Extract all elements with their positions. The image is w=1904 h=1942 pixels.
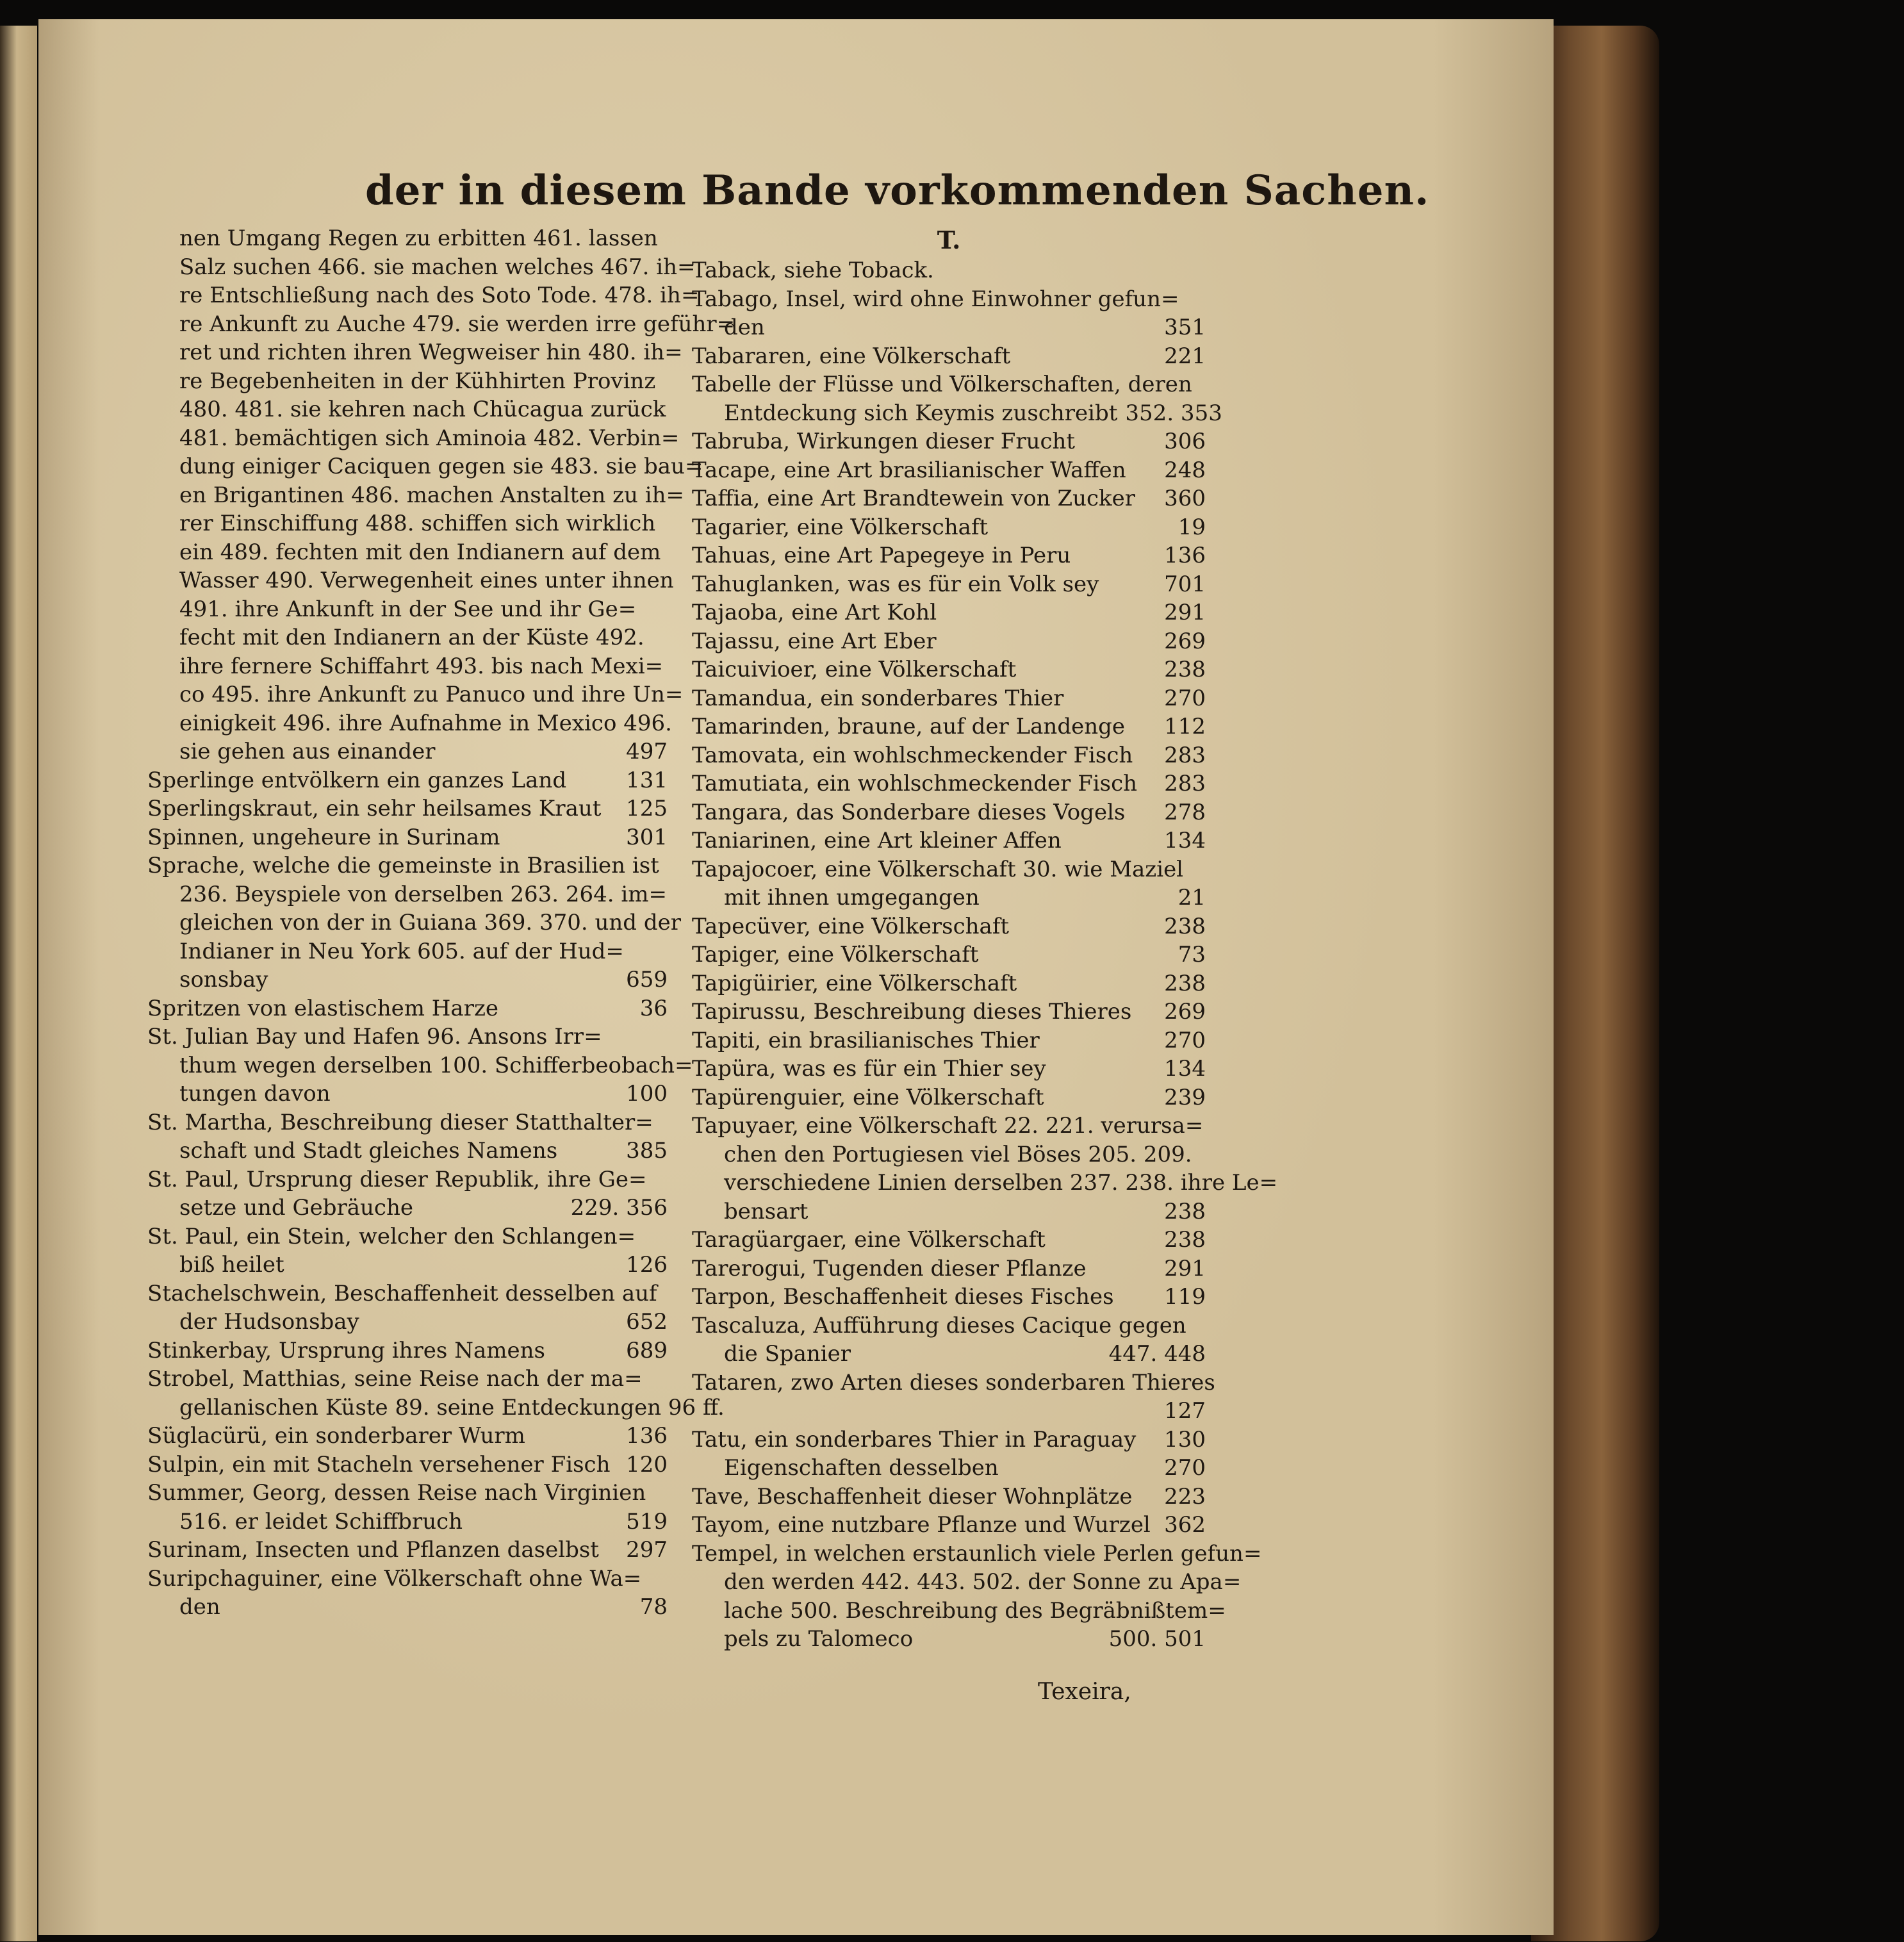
index-entry-line — [692, 769, 1206, 798]
entry-text: en Brigantinen 486. machen Anstalten zu ih= — [179, 482, 684, 508]
index-entry-line — [147, 737, 668, 766]
entry-text: Suripchaguiner, eine Völkerschaft ohne Wa= — [147, 1565, 642, 1592]
entry-text: re Begebenheiten in der Kühhirten Provinz — [179, 368, 656, 394]
entry-text: co 495. ihre Ankunft zu Panuco und ihre Un= — [179, 682, 684, 707]
page-reference: 126 — [626, 1252, 668, 1278]
index-entry-line — [692, 798, 1206, 827]
index-entry-line — [147, 395, 668, 424]
entry-text: nen Umgang Regen zu erbitten 461. lassen — [179, 226, 658, 251]
page-reference — [1198, 855, 1206, 884]
index-entry-line — [147, 994, 668, 1023]
entry-text: Tabruba, Wirkungen dieser Frucht — [692, 429, 1076, 454]
entry-text: Tapirussu, Beschreibung dieses Thieres — [692, 999, 1132, 1024]
page-reference: 238 — [1164, 1227, 1206, 1253]
page-reference: 21 — [1178, 885, 1206, 910]
entry-text: einigkeit 496. ihre Aufnahme in Mexico 496. — [179, 710, 672, 736]
page-reference — [660, 1222, 668, 1251]
page-reference: 221 — [1164, 343, 1206, 369]
entry-text: Taniarinen, eine Art kleiner Affen — [692, 828, 1062, 853]
entry-text: Tabago, Insel, wird ohne Einwohner gefun= — [692, 286, 1179, 312]
entry-text: schaft und Stadt gleiches Namens — [179, 1138, 558, 1164]
page-reference — [660, 224, 668, 253]
page-reference — [1198, 285, 1206, 314]
entry-text: chen den Portugiesen viel Böses 205. 209. — [724, 1141, 1192, 1167]
entry-text: re Entschließung nach des Soto Tode. 478. ih= — [179, 283, 700, 308]
index-entry-line — [692, 712, 1206, 741]
page-reference: 283 — [1164, 771, 1206, 796]
index-entry-line — [147, 652, 668, 681]
entry-text: setze und Gebräuche — [179, 1195, 413, 1221]
index-entry-line — [147, 1337, 668, 1365]
index-entry-line — [147, 1394, 725, 1422]
index-entry-line — [147, 880, 668, 909]
entry-text: Tahuglanken, was es für ein Volk sey — [692, 571, 1099, 597]
index-entry-line — [692, 1483, 1206, 1511]
page-reference — [660, 367, 668, 396]
entry-text: Taicuivioer, eine Völkerschaft — [692, 657, 1017, 682]
index-entry-line — [692, 342, 1206, 371]
index-entry-line — [692, 1340, 1206, 1369]
entry-text: Tahuas, eine Art Papegeye in Peru — [692, 543, 1071, 568]
index-entry-line — [692, 1112, 1206, 1140]
entry-text: St. Paul, Ursprung dieser Republik, ihre Ge= — [147, 1166, 647, 1192]
entry-text: mit ihnen umgegangen — [724, 885, 980, 910]
entry-text: Stinkerbay, Ursprung ihres Namens — [147, 1337, 545, 1363]
page-reference: 134 — [1164, 1056, 1206, 1082]
index-entry-line — [147, 823, 668, 852]
page-reference: 238 — [1164, 657, 1206, 682]
page-reference — [672, 709, 680, 738]
page-reference: 223 — [1164, 1483, 1206, 1510]
page-reference: 283 — [1164, 742, 1206, 768]
page-reference: 297 — [626, 1537, 668, 1563]
entry-text: Tabelle der Flüsse und Völkerschaften, deren — [692, 372, 1192, 397]
entry-text: Tapecüver, eine Völkerschaft — [692, 913, 1010, 939]
index-entry-line — [147, 966, 668, 994]
index-entry-line — [147, 338, 683, 367]
page-reference: 100 — [626, 1081, 668, 1107]
page-reference: 112 — [1164, 714, 1206, 739]
index-entry-line — [692, 1169, 1278, 1197]
index-entry-line — [147, 481, 684, 510]
page-reference — [660, 1479, 668, 1508]
entry-text: Strobel, Matthias, seine Reise nach der ma= — [147, 1366, 643, 1392]
index-entry-line — [692, 1226, 1206, 1255]
entry-text: re Ankunft zu Auche 479. sie werden irre geführ= — [179, 311, 735, 337]
entry-text: Tapüra, was es für ein Thier sey — [692, 1056, 1046, 1082]
page-reference: 73 — [1178, 942, 1206, 967]
page-reference — [667, 880, 675, 909]
index-entry-line — [147, 224, 668, 253]
section-letter: T. — [937, 226, 961, 254]
index-entry-line — [692, 655, 1206, 684]
page-reference — [683, 338, 691, 367]
entry-text: Tapürenguier, eine Völkerschaft — [692, 1084, 1044, 1110]
entry-text: lache 500. Beschreibung des Begräbnißtem= — [724, 1597, 1226, 1624]
index-entry-line — [147, 1222, 668, 1251]
index-entry-line — [147, 1508, 668, 1536]
page-reference: 291 — [1164, 1255, 1206, 1281]
index-entry-line — [147, 1422, 668, 1451]
entry-text: Surinam, Insecten und Pflanzen daselbst — [147, 1537, 599, 1563]
entry-text: Eigenschaften desselben — [724, 1455, 999, 1481]
page-reference: 500. 501 — [1108, 1626, 1206, 1652]
page-reference — [674, 566, 682, 595]
entry-text: Taback, siehe Toback. — [692, 258, 934, 283]
entry-text: Tataren, zwo Arten dieses sonderbaren Thieres — [692, 1369, 1215, 1395]
page-reference: 306 — [1164, 429, 1206, 454]
index-entry-line — [692, 1625, 1206, 1654]
page-reference: 519 — [626, 1508, 668, 1535]
entry-text: Tajaoba, eine Art Kohl — [692, 600, 937, 625]
index-entry-line — [147, 1565, 668, 1593]
entry-text: Tarpon, Beschaffenheit dieses Fisches — [692, 1284, 1114, 1310]
index-entry-line — [692, 1397, 1206, 1426]
index-entry-line — [147, 852, 668, 880]
page-reference: 351 — [1164, 315, 1206, 340]
index-entry-line — [147, 1194, 668, 1222]
entry-text: Tabararen, eine Völkerschaft — [692, 343, 1011, 369]
entry-text: 481. bemächtigen sich Aminoia 482. Verbin= — [179, 425, 680, 451]
entry-text: gleichen von der in Guiana 369. 370. und der — [179, 910, 682, 935]
page-reference — [660, 852, 668, 880]
entry-text: tungen davon — [179, 1081, 331, 1107]
entry-text: Wasser 490. Verwegenheit eines unter ihnen — [179, 568, 674, 593]
entry-text: den — [724, 315, 765, 340]
entry-text: ret und richten ihren Wegweiser hin 480. ih= — [179, 340, 683, 365]
index-column-left — [147, 224, 735, 1622]
index-entry-line — [147, 1108, 668, 1137]
page-reference — [660, 595, 668, 624]
index-entry-line — [147, 253, 696, 282]
page-reference: 78 — [639, 1594, 668, 1620]
index-entry-line — [692, 1255, 1206, 1283]
index-entry-line — [147, 1023, 668, 1051]
entry-text: Sprache, welche die gemeinste in Brasilien ist — [147, 853, 659, 878]
entry-text: Tangara, das Sonderbare dieses Vogels — [692, 799, 1126, 825]
index-entry-line — [692, 1197, 1206, 1226]
index-entry-line — [692, 513, 1206, 542]
page-reference: 136 — [1164, 543, 1206, 568]
entry-text: Tamandua, ein sonderbares Thier — [692, 685, 1064, 711]
index-entry-line — [692, 285, 1206, 314]
entry-text: der Hudsonsbay — [179, 1309, 359, 1335]
page-reference: 360 — [1164, 486, 1206, 511]
index-entry-line — [147, 1080, 668, 1108]
index-entry-line — [147, 1051, 693, 1080]
page-reference: 131 — [626, 767, 668, 793]
entry-text: ein 489. fechten mit den Indianern auf dem — [179, 539, 661, 565]
index-entry-line — [147, 1251, 668, 1280]
entry-text: dung einiger Caciquen gegen sie 483. sie bau= — [179, 454, 703, 479]
page-reference: 229. 356 — [570, 1195, 668, 1221]
entry-text: Süglacürü, ein sonderbarer Wurm — [147, 1423, 525, 1449]
entry-text: St. Martha, Beschreibung dieser Statthalter= — [147, 1109, 653, 1135]
index-entry-line — [147, 1137, 668, 1165]
index-entry-line — [147, 509, 668, 538]
index-column-right — [692, 224, 1278, 1654]
page-reference: 385 — [626, 1138, 668, 1164]
entry-text: biß heilet — [179, 1252, 284, 1278]
page-reference — [660, 509, 668, 538]
page-reference: 238 — [1164, 1198, 1206, 1224]
entry-text: Tajassu, eine Art Eber — [692, 628, 937, 654]
entry-text: pels zu Talomeco — [724, 1626, 914, 1652]
page-reference — [1226, 1597, 1234, 1625]
entry-text: fecht mit den Indianern an der Küste 492. — [179, 625, 644, 650]
page-reference — [660, 1280, 668, 1308]
page-reference — [684, 481, 692, 510]
entry-text: Tamarinden, braune, auf der Landenge — [692, 714, 1125, 739]
index-entry-line — [692, 1283, 1206, 1312]
entry-text: Sperlingskraut, ein sehr heilsames Kraut — [147, 796, 602, 821]
page-reference — [660, 623, 668, 652]
index-entry-line — [692, 1312, 1206, 1340]
index-entry-line — [692, 1540, 1262, 1568]
index-entry-line — [692, 855, 1206, 884]
page-reference — [660, 1565, 668, 1593]
page-reference: 447. 448 — [1108, 1341, 1206, 1367]
index-entry-line — [692, 741, 1206, 770]
entry-text: gellanischen Küste 89. seine Entdeckungen 96 ff. — [179, 1394, 725, 1420]
index-entry-line — [692, 627, 1206, 656]
page-reference — [1198, 370, 1206, 399]
index-entry-line — [692, 484, 1206, 513]
index-entry-line — [692, 998, 1206, 1026]
index-entry-line — [692, 1140, 1206, 1169]
entry-text: Tarerogui, Tugenden dieser Pflanze — [692, 1255, 1087, 1281]
index-entry-line — [147, 1536, 668, 1565]
page-reference — [1198, 256, 1206, 285]
page-reference — [1241, 1568, 1249, 1597]
entry-text: Tapigüirier, eine Völkerschaft — [692, 970, 1017, 996]
page-reference — [1261, 1540, 1269, 1568]
index-entry-line — [147, 709, 672, 738]
page-reference: 130 — [1164, 1426, 1206, 1452]
entry-text: sie gehen aus einander — [179, 739, 436, 764]
page-reference — [683, 680, 691, 709]
entry-text: Tave, Beschaffenheit dieser Wohnplätze — [692, 1483, 1133, 1510]
entry-text: thum wegen derselben 100. Schifferbeobach= — [179, 1052, 693, 1078]
index-entry-line — [692, 941, 1206, 969]
entry-text: Sperlinge entvölkern ein ganzes Land — [147, 767, 567, 793]
entry-text: Tempel, in welchen erstaunlich viele Perlen gefun= — [692, 1540, 1262, 1567]
index-entry-line — [147, 766, 668, 795]
entry-text: Taragüargaer, eine Völkerschaft — [692, 1227, 1046, 1253]
entry-text: 491. ihre Ankunft in der See und ihr Ge= — [179, 596, 637, 622]
entry-text: Tapajocoer, eine Völkerschaft 30. wie Maziel — [692, 856, 1184, 882]
page-header: der in diesem Bande vorkommenden Sachen. — [365, 167, 1430, 215]
page-reference: 278 — [1164, 799, 1206, 825]
index-entry-line — [692, 256, 1206, 285]
index-entry-line — [147, 1451, 668, 1479]
page-reference — [1198, 1312, 1206, 1340]
index-entry-line — [147, 1165, 668, 1194]
page-reference — [1215, 1369, 1223, 1397]
index-entry-line — [147, 623, 668, 652]
page-reference: 352. 353 — [1125, 400, 1222, 426]
page-reference: 270 — [1164, 1027, 1206, 1053]
index-entry-line — [692, 1511, 1206, 1540]
page-reference: 125 — [626, 796, 668, 821]
page-reference: 701 — [1164, 571, 1206, 597]
page-reference — [660, 1165, 668, 1194]
index-entry-line — [147, 680, 684, 709]
index-entry-line — [692, 541, 1206, 570]
index-entry-line — [147, 1280, 668, 1308]
page-reference: 291 — [1164, 600, 1206, 625]
entry-text: Tacape, eine Art brasilianischer Waffen — [692, 457, 1126, 483]
entry-text: die Spanier — [724, 1341, 851, 1367]
index-entry-line — [692, 1026, 1206, 1055]
entry-text: sonsbay — [179, 967, 268, 992]
index-entry-line — [692, 313, 1206, 342]
entry-text: bensart — [724, 1198, 808, 1224]
entry-text: den — [179, 1594, 220, 1620]
entry-text: Tapiti, ein brasilianisches Thier — [692, 1027, 1040, 1053]
index-entry-line — [147, 538, 668, 567]
page-reference — [679, 424, 687, 453]
index-entry-line — [147, 1593, 668, 1622]
page-reference: 689 — [626, 1337, 668, 1363]
facing-page-edge — [0, 26, 37, 1941]
index-entry-line — [692, 884, 1206, 912]
page-reference — [661, 538, 668, 567]
entry-text: Summer, Georg, dessen Reise nach Virginien — [147, 1480, 646, 1506]
entry-text: Indianer in Neu York 605. auf der Hud= — [179, 938, 624, 964]
index-entry-line — [147, 1365, 668, 1394]
entry-text: Tapiger, eine Völkerschaft — [692, 942, 979, 967]
entry-text: verschiedene Linien derselben 237. 238. ihre Le= — [724, 1170, 1278, 1196]
page-reference: 362 — [1164, 1512, 1206, 1538]
page-reference: 134 — [1164, 828, 1206, 853]
entry-text: Tagarier, eine Völkerschaft — [692, 514, 989, 540]
entry-text: 236. Beyspiele von derselben 263. 264. im= — [179, 881, 668, 907]
page-reference: 136 — [626, 1423, 668, 1449]
index-entry-line — [692, 570, 1206, 599]
index-entry-line — [692, 1426, 1206, 1454]
page-reference: 239 — [1164, 1084, 1206, 1110]
page-reference — [663, 652, 671, 681]
page-reference — [660, 1365, 668, 1394]
page-reference — [660, 1023, 668, 1051]
index-entry-line — [692, 912, 1206, 941]
page-reference: 119 — [1164, 1284, 1206, 1310]
page-reference — [1198, 1140, 1206, 1169]
index-entry-line — [692, 370, 1206, 399]
entry-text: 516. er leidet Schiffbruch — [179, 1508, 463, 1535]
index-entry-line — [147, 909, 682, 937]
entry-text: Entdeckung sich Keymis zuschreibt — [724, 400, 1118, 426]
page-reference — [1277, 1169, 1285, 1197]
page-reference: 238 — [1164, 970, 1206, 996]
entry-text: Sulpin, ein mit Stacheln versehener Fisch — [147, 1451, 611, 1477]
index-entry-line — [692, 427, 1206, 456]
index-entry-line — [147, 281, 700, 310]
index-entry-line — [692, 1454, 1206, 1483]
page-reference — [660, 937, 668, 966]
page-reference: 269 — [1164, 999, 1206, 1024]
page-reference: 269 — [1164, 628, 1206, 654]
index-entry-line — [147, 937, 668, 966]
index-entry-line — [692, 1369, 1215, 1397]
entry-text: Tamutiata, ein wohlschmeckender Fisch — [692, 771, 1138, 796]
page-reference: 248 — [1164, 457, 1206, 483]
entry-text: Tascaluza, Aufführung dieses Cacique gegen — [692, 1312, 1186, 1338]
page-reference: 19 — [1178, 514, 1206, 540]
page-reference: 497 — [626, 739, 668, 764]
index-entry-line — [692, 598, 1206, 627]
page-reference — [666, 395, 673, 424]
page-reference: 659 — [626, 967, 668, 992]
index-entry-line — [692, 1597, 1226, 1625]
page-reference: 270 — [1164, 1455, 1206, 1481]
index-entry-line — [692, 1568, 1242, 1597]
index-entry-line — [147, 1308, 668, 1337]
entry-text: Taffia, eine Art Brandtewein von Zucker — [692, 486, 1136, 511]
entry-text: Tamovata, ein wohlschmeckender Fisch — [692, 742, 1133, 768]
index-entry-line — [692, 399, 1222, 428]
page-reference: 301 — [626, 824, 668, 850]
index-entry-line — [147, 424, 680, 453]
entry-text: 480. 481. sie kehren nach Chücagua zurück — [179, 397, 666, 422]
page-reference: 127 — [1164, 1398, 1206, 1424]
index-entry-line — [692, 827, 1206, 855]
entry-text: Spinnen, ungeheure in Surinam — [147, 824, 500, 850]
index-entry-line — [147, 367, 668, 396]
index-entry-line — [147, 566, 674, 595]
page-reference: 238 — [1164, 913, 1206, 939]
page-reference: 652 — [626, 1309, 668, 1335]
catchword: Texeira, — [1038, 1679, 1131, 1705]
entry-text: Spritzen von elastischem Harze — [147, 995, 498, 1021]
index-entry-line — [147, 794, 668, 823]
entry-text: den werden 442. 443. 502. der Sonne zu Apa= — [724, 1569, 1242, 1595]
index-entry-line — [692, 456, 1206, 485]
entry-text: St. Paul, ein Stein, welcher den Schlangen= — [147, 1223, 636, 1249]
index-entry-line — [692, 969, 1206, 998]
page-reference — [660, 1108, 668, 1137]
page-reference: 270 — [1164, 685, 1206, 711]
entry-text: St. Julian Bay und Hafen 96. Ansons Irr= — [147, 1024, 602, 1049]
entry-text: ihre fernere Schiffahrt 493. bis nach Mexi= — [179, 653, 664, 679]
index-entry-line — [692, 1055, 1206, 1083]
index-entry-line — [147, 452, 703, 481]
index-entry-line — [692, 1083, 1206, 1112]
index-entry-line — [147, 1479, 668, 1508]
entry-text: Tatu, ein sonderbares Thier in Paraguay — [692, 1426, 1137, 1452]
index-entry-line — [147, 310, 735, 339]
entry-text: Tapuyaer, eine Völkerschaft 22. 221. verursa= — [692, 1113, 1204, 1139]
page-reference — [1203, 1112, 1211, 1140]
page-reference: 36 — [639, 995, 668, 1021]
entry-text: Salz suchen 466. sie machen welches 467. ih= — [179, 254, 696, 280]
entry-text: rer Einschiffung 488. schiffen sich wirklich — [179, 511, 656, 536]
index-entry-line — [692, 684, 1206, 713]
index-entry-line — [147, 595, 668, 624]
entry-text: Stachelschwein, Beschaffenheit desselben auf — [147, 1280, 657, 1306]
entry-text: Tayom, eine nutzbare Pflanze und Wurzel — [692, 1512, 1151, 1538]
page-reference — [681, 909, 689, 937]
page-reference: 120 — [626, 1451, 668, 1477]
